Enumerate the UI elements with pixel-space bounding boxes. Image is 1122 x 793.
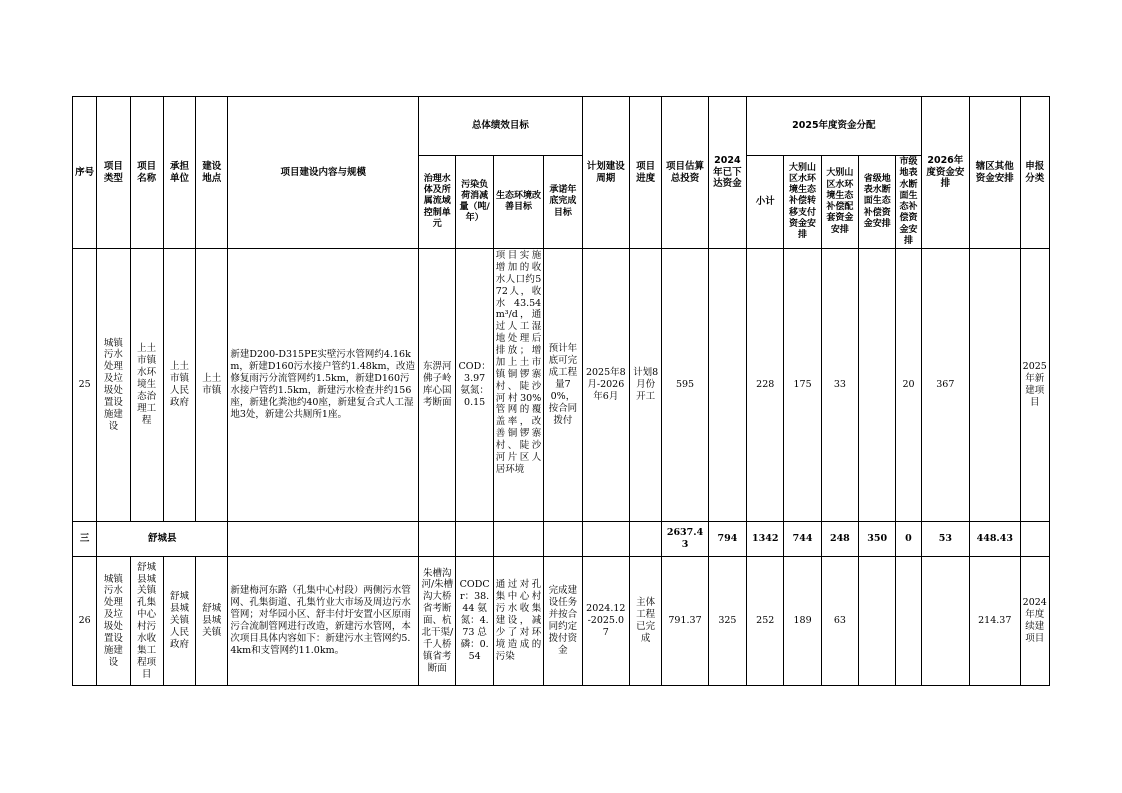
subtotal-name: 舒城县	[97, 522, 228, 557]
cell-content: 新建D200-D315PE实壁污水管网约4.16km，新建D160污水接户管约1.48km，改造修复雨污分流管网约1.5km，新建D160污水接户管约1.5km，新建污水检查井约156座，新建化粪池约40座，新建复合式人工湿地3处，新建公共厕所1座。	[228, 249, 419, 522]
subtotal-other-funds: 448.43	[970, 522, 1020, 557]
cell-total-invest: 791.37	[662, 557, 708, 686]
cell-pollution-reduction: COD：3.97 氨氮：0.15	[456, 249, 493, 522]
subtotal-empty	[493, 522, 543, 557]
header-prov-section: 省级地表水断面生态补偿资金安排	[859, 156, 896, 249]
cell-plan-period: 2025年8月-2026年6月	[582, 249, 629, 522]
cell-category: 2024年度续建项目	[1020, 557, 1050, 686]
cell-prov-section	[859, 249, 896, 522]
header-content: 项目建设内容与规模	[228, 97, 419, 249]
cell-promise-goal: 预计年底可完成工程量70%，按合同拨付	[544, 249, 582, 522]
header-promise-goal: 承诺年底完成目标	[544, 156, 582, 249]
cell-other-funds: 214.37	[970, 557, 1020, 686]
cell-subtotal: 228	[747, 249, 784, 522]
header-subtotal: 小计	[747, 156, 784, 249]
header-seq: 序号	[73, 97, 97, 249]
header-project-type: 项目类型	[97, 97, 130, 249]
cell-dbs-match: 63	[821, 557, 858, 686]
cell-control-unit: 朱槽沟河/朱槽沟大桥省考断面、杭北干渠/千人桥镇省考断面	[419, 557, 456, 686]
subtotal-fund-2026: 53	[921, 522, 969, 557]
header-progress: 项目进度	[630, 97, 662, 249]
header-issued-2024: 2024年已下达资金	[708, 97, 746, 249]
subtotal-issued-2024: 794	[708, 522, 746, 557]
cell-plan-period: 2024.12-2025.07	[582, 557, 629, 686]
cell-dbs-transfer: 175	[784, 249, 821, 522]
header-row-1	[73, 97, 1050, 156]
header-category: 申报分类	[1020, 97, 1050, 249]
header-project-name: 项目名称	[130, 97, 163, 249]
subtotal-city-section: 0	[896, 522, 921, 557]
subtotal-empty	[544, 522, 582, 557]
cell-location: 舒城县城关镇	[196, 557, 228, 686]
cell-seq: 25	[73, 249, 97, 522]
cell-eco-goal: 通过对孔集中心村污水收集建设，减少了对环境造成的污染	[493, 557, 543, 686]
subtotal-total-invest: 2637.43	[662, 522, 708, 557]
cell-project-name: 上土市镇水环境生态治理工程	[130, 249, 163, 522]
cell-other-funds	[970, 249, 1020, 522]
cell-total-invest: 595	[662, 249, 708, 522]
subtotal-empty	[419, 522, 456, 557]
subtotal-empty	[228, 522, 419, 557]
subtotal-row	[73, 522, 1050, 557]
cell-eco-goal: 项目实施增加的收水人口约572人，收水43.54m³/d，通过人工湿地处理后排放；增加上土市镇铜锣寨村、陡沙河村30%管网的覆盖率，改善铜锣寨村、陡沙河片区人居环境	[493, 249, 543, 522]
subtotal-dbs-transfer: 744	[784, 522, 821, 557]
cell-subtotal: 252	[747, 557, 784, 686]
subtotal-dbs-match: 248	[821, 522, 858, 557]
header-control-unit: 治理水体及所属流域控制单元	[419, 156, 456, 249]
cell-project-name: 舒城县城关镇孔集中心村污水收集工程项目	[130, 557, 163, 686]
header-dbs-match: 大别山区水环境生态补偿配套资金安排	[821, 156, 858, 249]
cell-undertaker: 上土市镇人民政府	[163, 249, 195, 522]
header-undertaker: 承担单位	[163, 97, 195, 249]
cell-location: 上土市镇	[196, 249, 228, 522]
cell-control-unit: 东淠河佛子岭库心国考断面	[419, 249, 456, 522]
cell-dbs-transfer: 189	[784, 557, 821, 686]
table-row-25	[73, 249, 1050, 522]
header-dbs-transfer: 大别山区水环境生态补偿转移支付资金安排	[784, 156, 821, 249]
cell-category: 2025年新建项目	[1020, 249, 1050, 522]
cell-content: 新建梅河东路（孔集中心村段）两侧污水管网、孔集街道、孔集竹业大市场及周边污水管网；对华园小区、舒丰付圩安置小区原雨污合流制管网进行改造，新建污水管网，本次项目具体内容如下：新建污水主管网约5.4km和支管网约11.0km。	[228, 557, 419, 686]
cell-issued-2024: 325	[708, 557, 746, 686]
subtotal-empty	[1020, 522, 1050, 557]
header-fund-2026: 2026年度资金安排	[921, 97, 969, 249]
subtotal-empty	[456, 522, 493, 557]
cell-progress: 计划8月份开工	[630, 249, 662, 522]
cell-promise-goal: 完成建设任务并按合同约定拨付资金	[544, 557, 582, 686]
subtotal-empty	[582, 522, 629, 557]
header-fund-2025: 2025年度资金分配	[747, 97, 922, 156]
cell-prov-section	[859, 557, 896, 686]
cell-fund-2026: 367	[921, 249, 969, 522]
subtotal-subtotal: 1342	[747, 522, 784, 557]
header-location: 建设地点	[196, 97, 228, 249]
table-row-26	[73, 557, 1050, 686]
header-total-invest: 项目估算总投资	[662, 97, 708, 249]
cell-undertaker: 舒城县城关镇人民政府	[163, 557, 195, 686]
cell-city-section	[896, 557, 921, 686]
header-other-funds: 辖区其他资金安排	[970, 97, 1020, 249]
subtotal-empty	[630, 522, 662, 557]
cell-seq: 26	[73, 557, 97, 686]
header-plan-period: 计划建设周期	[582, 97, 629, 249]
project-table	[72, 96, 1050, 686]
subtotal-prov-section: 350	[859, 522, 896, 557]
cell-progress: 主体工程已完成	[630, 557, 662, 686]
cell-issued-2024	[708, 249, 746, 522]
cell-project-type: 城镇污水处理及垃圾处置设施建设	[97, 557, 130, 686]
cell-pollution-reduction: CODCr：38.44 氨氮：4.73 总磷：0.54	[456, 557, 493, 686]
header-pollution-reduction: 污染负荷消减量（吨/年）	[456, 156, 493, 249]
cell-fund-2026	[921, 557, 969, 686]
cell-dbs-match: 33	[821, 249, 858, 522]
cell-city-section: 20	[896, 249, 921, 522]
cell-project-type: 城镇污水处理及垃圾处置设施建设	[97, 249, 130, 522]
header-city-section: 市级地表水断面生态补偿资金安排	[896, 156, 921, 249]
header-eco-goal: 生态环境改善目标	[493, 156, 543, 249]
header-overall-goal: 总体绩效目标	[419, 97, 582, 156]
subtotal-seq: 三	[73, 522, 97, 557]
